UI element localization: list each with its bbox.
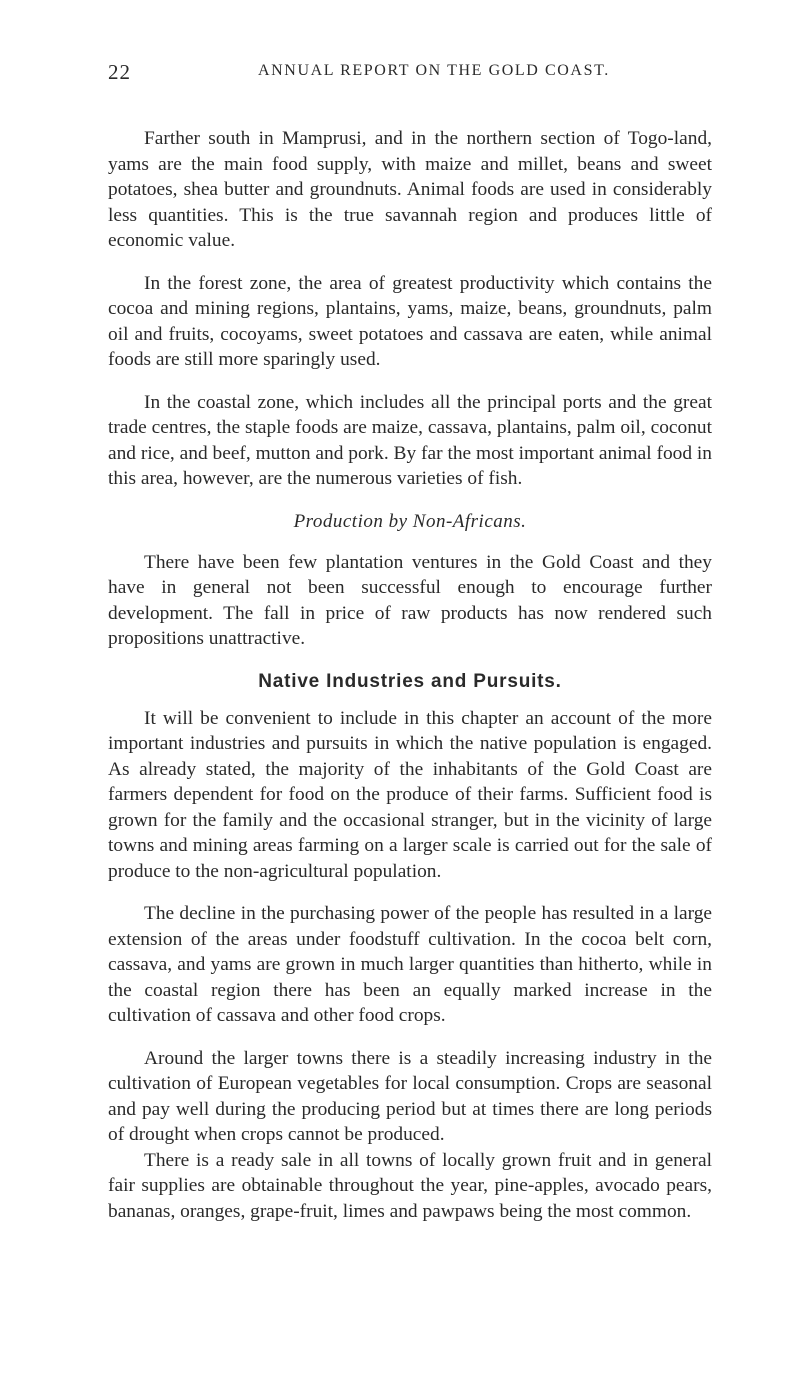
running-header [108, 60, 712, 88]
page-number: 22 [108, 60, 131, 84]
paragraph-purchasing-power: The decline in the purchasing power of the people has resulted in a large extension of the areas under foodstuff cultivation. In the cocoa belt corn, cassava, and yams are grown in much larger quantities than hitherto, while in the coastal region there has been an equally marked increase in the cultivation of cassava and other food crops. [108, 903, 712, 1026]
paragraph-plantation-ventures: There have been few plantation ventures in the Gold Coast and they have in general not been successful enough to encourage further development. The fall in price of raw products has now rendered such propositions unattractive. [108, 551, 712, 649]
section-heading-native-industries: Native Industries and Pursuits. [258, 670, 562, 692]
paragraph-fruit-sale: There is a ready sale in all towns of locally grown fruit and in general fair supplies are obtainable throughout the year, pine-apples, avocado pears, bananas, oranges, grape-fruit, limes and pawpaws being the most common. [108, 1149, 712, 1222]
paragraph-european-vegetables: Around the larger towns there is a steadily increasing industry in the cultivation of European vegetables for local consumption. Crops are seasonal and pay well during the producing period but at times there are long periods of drought when crops cannot be produced. [108, 1047, 712, 1145]
paragraph-forest-zone: In the forest zone, the area of greatest productivity which contains the cocoa and mining regions, plantains, yams, maize, beans, groundnuts, palm oil and fruits, cocoyams, sweet potatoes and cassava are eaten, while animal foods are still more sparingly used. [108, 272, 712, 370]
running-title: ANNUAL REPORT ON THE GOLD COAST. [258, 62, 610, 79]
paragraph-mamprusi: Farther south in Mamprusi, and in the northern section of Togo-land, yams are the main food supply, with maize and millet, beans and sweet potatoes, shea butter and groundnuts. Animal foods are used in considerably less quantities. This is the true savannah region and produces little of economic value. [108, 128, 712, 251]
paragraph-native-pursuits: It will be convenient to include in this chapter an account of the more important industries and pursuits in which the native population is engaged. As already stated, the majority of the inhabitants of the Gold Coast are farmers dependent for food on the produce of their farms. Sufficient food is grown for the family and the occasional stranger, but in the vicinity of large towns and mining areas farming on a larger scale is carried out for the sale of produce to the non-agricultural population. [108, 707, 712, 882]
paragraph-coastal-zone: In the coastal zone, which includes all the principal ports and the great trade centres, the staple foods are maize, cassava, plantains, palm oil, coconut and rice, and beef, mutton and pork. By far the most important animal food in this area, however, are the numerous varieties of fish. [108, 391, 712, 489]
document-body [108, 126, 712, 1241]
section-heading-non-africans: Production by Non-Africans. [293, 510, 527, 532]
